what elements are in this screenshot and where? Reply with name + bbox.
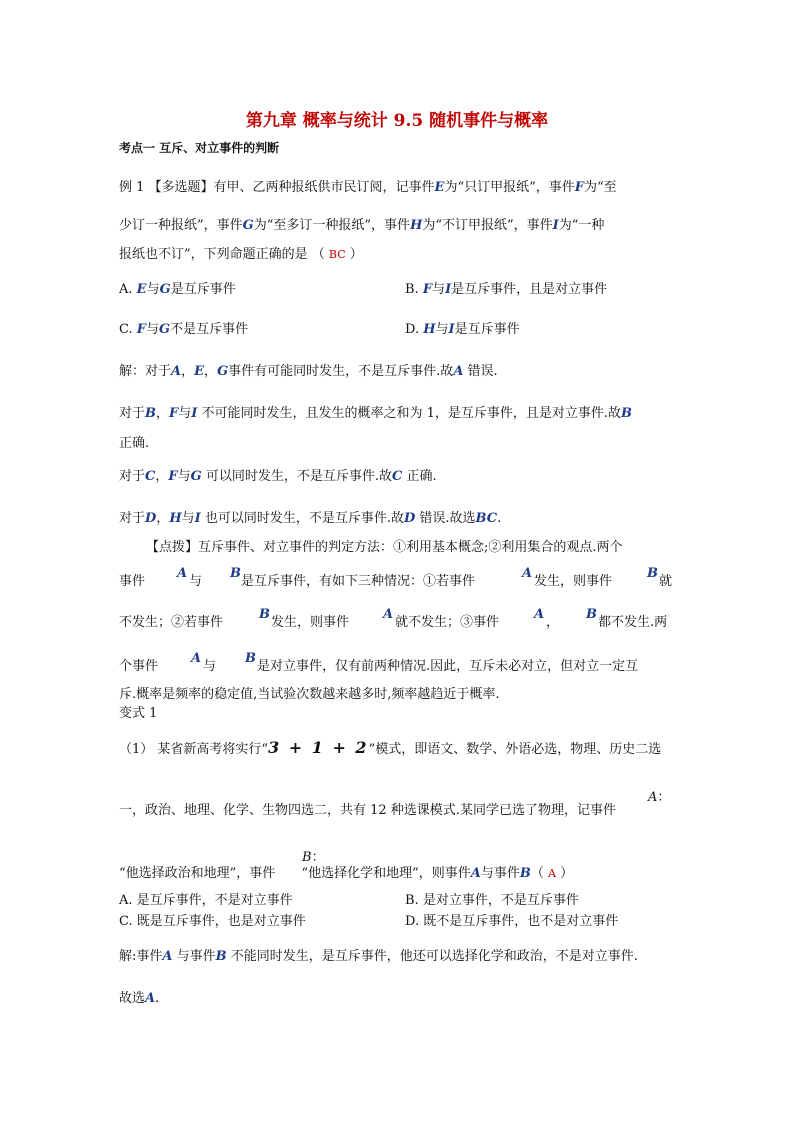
note-line2: 事件 A 与 B 是互斥事件，有如下三种情况：①若事件 A 发生，则事件 B 就 bbox=[119, 566, 673, 589]
option-a: A. E与G是互斥事件 bbox=[119, 282, 236, 297]
section-heading: 考点一 互斥、对立事件的判断 bbox=[119, 141, 280, 155]
example1-line3: 报纸也不订”，下列命题正确的是 （ BC ） bbox=[119, 247, 363, 262]
answer-text: BC bbox=[328, 248, 346, 261]
example1-line2: 少订一种报纸”，事件G为“至多订一种报纸”，事件H为“不订甲报纸”，事件I为“一种 bbox=[119, 218, 605, 233]
option-b: B. F与I是互斥事件，且是对立事件 bbox=[405, 282, 608, 297]
variant-option-d: D. 既不是互斥事件，也不是对立事件 bbox=[405, 914, 619, 929]
note-line3: 不发生；②若事件 B 发生，则事件 A 就不发生；③事件 A ， B 都不发生.两 bbox=[119, 607, 668, 630]
variant-answer: A bbox=[547, 867, 556, 880]
variant-option-c: C. 既是互斥事件，也是对立事件 bbox=[119, 914, 306, 929]
solution-line-a: 解：对于A，E，G事件有可能同时发生，不是互斥事件.故A 错误. bbox=[119, 364, 498, 379]
variant-question-line1: （1） 某省新高考将实行“3 + 1 + 2”模式，即语文、数学、外语必选，物理、历史二选 bbox=[119, 738, 662, 757]
variant-option-b: B. 是对立事件，不是互斥事件 bbox=[405, 893, 579, 908]
variant-option-a: A. 是互斥事件，不是对立事件 bbox=[119, 893, 293, 908]
solution-line-d: 对于D，H与I 也可以同时发生，不是互斥事件.故D 错误.故选BC. bbox=[119, 511, 502, 526]
formula: 3 + 1 + 2 bbox=[268, 738, 369, 757]
page-title: 第九章 概率与统计 9.5 随机事件与概率 bbox=[245, 111, 549, 131]
variant-solution-line2: 故选A. bbox=[119, 991, 160, 1006]
note-line1: 【点拨】互斥事件、对立事件的判定方法：①利用基本概念;②利用集合的观点.两个 bbox=[146, 540, 623, 555]
variant-question-line2: 一，政治、地理、化学、生物四选二，共有 12 种选课模式.某同学已选了物理，记事件 bbox=[119, 803, 616, 818]
variant-event-a-label: A： bbox=[648, 790, 671, 805]
example1-line1: 例 1 【多选题】有甲、乙两种报纸供市民订阅，记事件E为“只订甲报纸”，事件F为“至 bbox=[119, 180, 617, 195]
solution-line-b: 对于B，F与I 不可能同时发生，且发生的概率之和为 1，是互斥事件，且是对立事件.故B bbox=[119, 406, 633, 421]
option-d: D. H与I是互斥事件 bbox=[405, 322, 520, 337]
note-line4: 个事件 A 与 B 是对立事件，仅有前两种情况.因此，互斥未必对立，但对立一定互 bbox=[119, 651, 639, 674]
variant-solution-line1: 解:事件A 与事件B 不能同时发生，是互斥事件，他还可以选择化学和政治，不是对立事件. bbox=[119, 949, 638, 964]
solution-line-c: 对于C，F与G 可以同时发生，不是互斥事件.故C 正确. bbox=[119, 469, 437, 484]
note-line5: 斥.概率是频率的稳定值,当试验次数越来越多时,频率越趋近于概率. bbox=[119, 687, 500, 702]
variant-heading: 变式 1 bbox=[119, 706, 158, 721]
variant-question-line3: “他选择政治和地理”，事件 “他选择化学和地理”，则事件A与事件B（ A ） bbox=[119, 866, 574, 881]
option-c: C. F与G不是互斥事件 bbox=[119, 322, 249, 337]
variant-event-b-label: B： bbox=[302, 850, 325, 865]
solution-line-b2: 正确. bbox=[119, 436, 150, 451]
